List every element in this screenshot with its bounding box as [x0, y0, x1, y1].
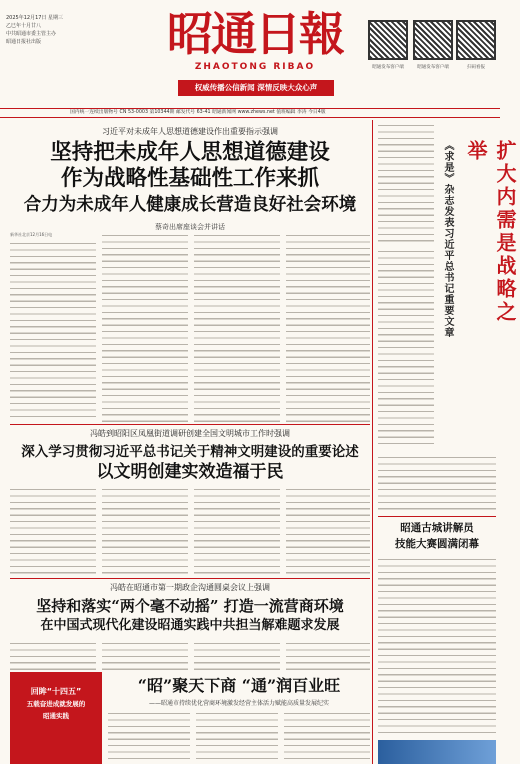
lead-story-headline[interactable]	[8, 140, 372, 218]
article-column	[194, 640, 280, 670]
headline-line: 在中国式现代化建设昭通实践中共担当解难题求发展	[40, 618, 340, 633]
sidebar-vertical-headline[interactable]: 扩大内需是战略之举	[464, 140, 517, 324]
qr-code-icon[interactable]	[413, 20, 453, 60]
qr-code-icon[interactable]	[368, 20, 408, 60]
article-column	[378, 556, 496, 736]
lead-story-byline: 蔡奇出席座谈会并讲话	[155, 223, 225, 231]
body-text-placeholder	[10, 240, 96, 420]
headline-line: 以文明创建实效造福于民	[96, 462, 284, 482]
masthead-info	[6, 14, 126, 46]
article-column	[10, 640, 96, 670]
masthead-slogan: 权威传播公信新闻 深情反映大众心声	[178, 80, 334, 96]
dateline: 新华社北京12月16日电	[10, 232, 53, 237]
promo-box[interactable]	[10, 672, 102, 764]
article-column	[286, 486, 370, 576]
article-column	[102, 232, 188, 422]
headline-line: 技能大赛圆满闭幕	[395, 538, 479, 550]
headline-line: 坚持和落实“两个毫不动摇” 打造一流营商环境	[36, 597, 344, 615]
publisher-line: 昭通日报社出版	[6, 39, 42, 45]
headline-line: 作为战略性基础性工作来抓	[60, 166, 319, 191]
headline-line: 深入学习贯彻习近平总书记关于精神文明建设的重要论述	[21, 444, 359, 460]
issue-date: 2025年12月17日 星期三	[6, 15, 64, 21]
section-divider	[10, 424, 370, 425]
masthead	[0, 0, 500, 116]
article-column	[102, 640, 188, 670]
article-column	[194, 232, 280, 422]
second-story-kicker[interactable]: 冯皓到昭阳区凤凰街道调研创建全国文明城市工作时强调	[90, 429, 290, 438]
promo-title-line: 昭通实践	[43, 712, 69, 720]
second-story-headline[interactable]	[10, 442, 370, 482]
fourth-story-headline[interactable]: “昭”聚天下商 “通”润百业旺	[137, 676, 341, 695]
publication-info-bar: 国内统一连续出版物号 CN 53-0003 第10344期 邮发代号 63-41 昭通新闻网 www.zhews.net 值班编辑 李涛 今日4版	[0, 108, 500, 118]
qr-caption: 昭通发布客户端	[372, 65, 404, 70]
article-column	[286, 640, 370, 670]
article-column	[194, 486, 280, 576]
third-story-headline[interactable]	[8, 596, 372, 636]
headline-line: 坚持把未成年人思想道德建设	[50, 140, 330, 165]
newspaper-logo: 昭通日報	[167, 7, 343, 61]
lead-story-kicker[interactable]: 习近平对未成年人思想道德建设作出重要指示强调	[102, 127, 278, 136]
fourth-story-subheadline: ——昭通市持续优化营商环境激发经营主体活力赋能高质量发展纪实	[148, 700, 329, 707]
sidebar-headline[interactable]	[378, 520, 496, 552]
article-column	[102, 486, 188, 576]
column-divider	[372, 120, 373, 764]
article-column	[10, 232, 96, 422]
news-photo	[378, 740, 496, 764]
qr-caption: 扫码看报	[467, 65, 485, 70]
third-story-kicker[interactable]: 冯皓在昭通市第一期政企沟通圆桌会议上强调	[110, 583, 270, 592]
sidebar-vertical-subheadline: 《求是》杂志发表习近平总书记重要文章	[442, 140, 453, 338]
article-column	[108, 710, 190, 762]
article-column	[284, 710, 370, 762]
article-column	[378, 454, 496, 514]
article-column	[378, 248, 434, 448]
headline-line: 昭通古城讲解员	[400, 522, 474, 534]
lunar-date: 乙巳年十月廿八	[6, 23, 42, 29]
article-column	[10, 486, 96, 576]
section-divider	[378, 516, 496, 517]
promo-title-line: 回眸“十四五”	[30, 687, 82, 696]
qr-caption: 昭通发布客户端	[417, 65, 449, 70]
promo-title-line: 五载奋进成就发展的	[26, 700, 86, 708]
article-column	[286, 232, 370, 422]
newspaper-logo-subtitle: ZHAOTONG RIBAO	[194, 62, 316, 72]
sponsor-line: 中共昭通市委主管主办	[6, 31, 57, 37]
headline-line: 合力为未成年人健康成长营造良好社会环境	[23, 195, 357, 215]
article-column	[378, 122, 434, 242]
section-divider	[10, 578, 370, 579]
qr-code-icon[interactable]	[456, 20, 496, 60]
article-column	[196, 710, 278, 762]
